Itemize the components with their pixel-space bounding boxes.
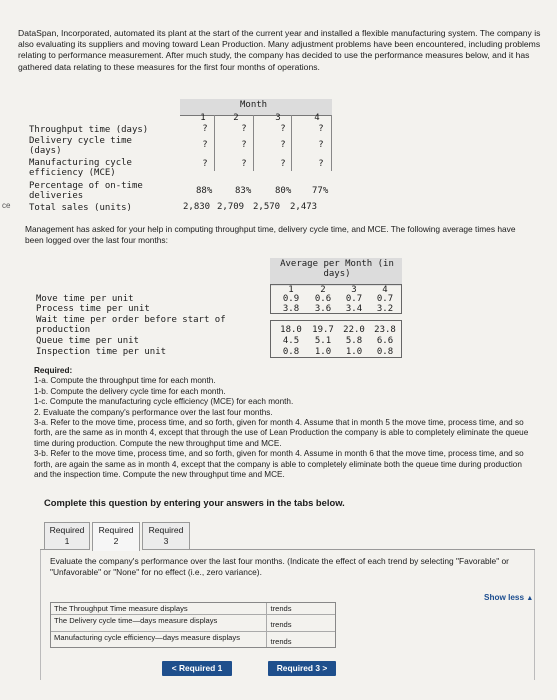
answer-measure: The Delivery cycle time—days measure displays [51, 615, 267, 630]
answer-row [51, 615, 335, 631]
table1-cell: 2,830 [183, 202, 211, 212]
table2-cell: 5.8 [345, 336, 363, 346]
required-section [34, 366, 534, 480]
table2-cell: 4.5 [282, 336, 300, 346]
prev-required-button[interactable]: < Required 1 [162, 661, 232, 676]
answer-measure: Manufacturing cycle efficiency—days measure displays [51, 632, 267, 647]
table1-cell: ? [318, 124, 324, 134]
table2-cell: 19.7 [312, 325, 334, 335]
tab-label: Required [49, 525, 85, 535]
table2-row-label: Wait time per order before start of production [36, 315, 226, 335]
table2-row-label: Inspection time per unit [36, 347, 167, 357]
table2-cell: 3.2 [376, 304, 394, 314]
table1-cell: ? [202, 159, 208, 169]
table1-cell: ? [241, 159, 247, 169]
answer-trend-select[interactable]: trends [270, 620, 292, 630]
table2-col-2: 2 [320, 285, 326, 295]
table1-cell: ? [202, 124, 208, 134]
table2-cell: 1.0 [314, 347, 332, 357]
table1-col-1: 1 [200, 113, 206, 123]
triangle-up-icon: ▲ [526, 595, 534, 602]
required-item: 2. Evaluate the company's performance over the last four months. [34, 407, 273, 417]
table2-cell: 6.6 [376, 336, 394, 346]
answer-trend-select[interactable]: trends [270, 604, 292, 613]
table2-cell: 3.8 [282, 304, 300, 314]
table1-row-label: Percentage of on-time deliveries [29, 181, 143, 201]
table1-divider [214, 115, 215, 171]
table2-cell: 23.8 [374, 325, 396, 335]
evaluate-instruction: Evaluate the company's performance over the last four months. (Indicate the effect of each trend by selecting "Favorable" or "Unfavorable" or "None" for no effect (i.e., zero variance). [50, 556, 509, 577]
management-text: Management has asked for your help in computing throughput time, delivery cycle time, and MCE. The following average times have been logged over the last four months: [25, 224, 516, 245]
table1-cell: ? [241, 124, 247, 134]
answer-row [51, 603, 335, 615]
table2-col-3: 3 [351, 285, 357, 295]
table1-row-label: Total sales (units) [29, 203, 132, 213]
table1-row-label: Throughput time (days) [29, 125, 149, 135]
table2-cell: 0.9 [282, 294, 300, 304]
required-title: Required: [34, 366, 73, 375]
table2-header: Average per Month (in days) [280, 259, 394, 279]
required-item: 1-b. Compute the delivery cycle time for each month. [34, 386, 226, 396]
table1-cell: 80% [275, 186, 292, 196]
table1-cell: ? [241, 140, 247, 150]
side-cut-label: ce [2, 201, 11, 210]
table2-cell: 1.0 [345, 347, 363, 357]
table2-row-label: Queue time per unit [36, 336, 139, 346]
table1-cell: ? [318, 140, 324, 150]
answer-measure: The Throughput Time measure displays [51, 603, 267, 614]
complete-instruction: Complete this question by entering your answers in the tabs below. [44, 497, 345, 508]
table2-cell: 22.0 [343, 325, 365, 335]
table1-cell: ? [318, 159, 324, 169]
table1-divider [291, 115, 292, 171]
tab-required-3[interactable] [142, 522, 190, 550]
tab-label: Required [148, 525, 184, 535]
table2-cell: 3.6 [314, 304, 332, 314]
table1-divider [253, 115, 254, 171]
table1-row-label: Delivery cycle time (days) [29, 136, 132, 156]
table2-cell: 0.7 [376, 294, 394, 304]
table1-col-4: 4 [314, 113, 320, 123]
table1-cell: 77% [312, 186, 329, 196]
required-item: 3-a. Refer to the move time, process time, and so forth, given for month 4. Assume that in month 5 the move time, process time, and so forth, are the same as in month 4, except that through the use of Lean Production the company is able to completely eliminate the queue time during production. Compute the new throughput time and MCE. [34, 418, 529, 448]
table2-cell: 0.8 [376, 347, 394, 357]
table2-col-1: 1 [288, 285, 294, 295]
answer-table [50, 602, 336, 648]
table1-divider [331, 115, 332, 171]
table2-cell: 0.7 [345, 294, 363, 304]
required-item: 1-c. Compute the manufacturing cycle efficiency (MCE) for each month. [34, 397, 294, 407]
table1-cell: ? [280, 140, 286, 150]
show-less-link[interactable] [484, 593, 533, 602]
answer-row [51, 632, 335, 647]
table2-cell: 5.1 [314, 336, 332, 346]
table1-cell: ? [202, 140, 208, 150]
table1-row-label: Manufacturing cycle efficiency (MCE) [29, 158, 132, 178]
tab-number: 2 [113, 536, 119, 546]
table1-cell: 2,570 [253, 202, 281, 212]
tab-label: Required [98, 525, 134, 535]
table1-cell: 88% [196, 186, 213, 196]
table1-cell: ? [280, 124, 286, 134]
tab-number: 1 [64, 536, 70, 546]
next-required-button[interactable]: Required 3 > [268, 661, 336, 676]
table1-col-2: 2 [233, 113, 239, 123]
table1-cell: 2,473 [290, 202, 318, 212]
table2-row-label: Move time per unit [36, 294, 134, 304]
table2-cell: 18.0 [280, 325, 302, 335]
table2-col-4: 4 [382, 285, 388, 295]
tab-required-2[interactable] [92, 522, 140, 551]
table1-cell: 83% [235, 186, 252, 196]
tab-required-1[interactable] [44, 522, 90, 550]
table1-month-header: Month [240, 100, 268, 110]
intro-paragraph: DataSpan, Incorporated, automated its plant at the start of the current year and installed a flexible manufacturing system. The company is also evaluating its suppliers and moving toward Lean Production. Many adjustment problems have been encountered, including problems relating to performance measurement. After much study, the company has decided to use the performance measures below, and it has gathered data relating to these measures for the first four months of operations. [18, 28, 541, 72]
answer-trend-select[interactable]: trends [270, 636, 292, 646]
table1-col-3: 3 [275, 113, 281, 123]
table2-cell: 0.8 [282, 347, 300, 357]
tab-number: 3 [163, 536, 169, 546]
show-less-label: Show less [484, 593, 525, 602]
table2-cell: 3.4 [345, 304, 363, 314]
table2-row-label: Process time per unit [36, 304, 150, 314]
table2-cell: 0.6 [314, 294, 332, 304]
required-item: 1-a. Compute the throughput time for each month. [34, 376, 216, 386]
required-item: 3-b. Refer to the move time, process time, and so forth, given for month 4. Assume in month 6 that the move time, process time, and so forth, are again the same as in month 4, except that the company is able to completely eliminate both the queue time during production and the inspection time. Compute the new throughput time and MCE. [34, 449, 524, 480]
table1-cell: 2,709 [217, 202, 245, 212]
table1-cell: ? [280, 159, 286, 169]
